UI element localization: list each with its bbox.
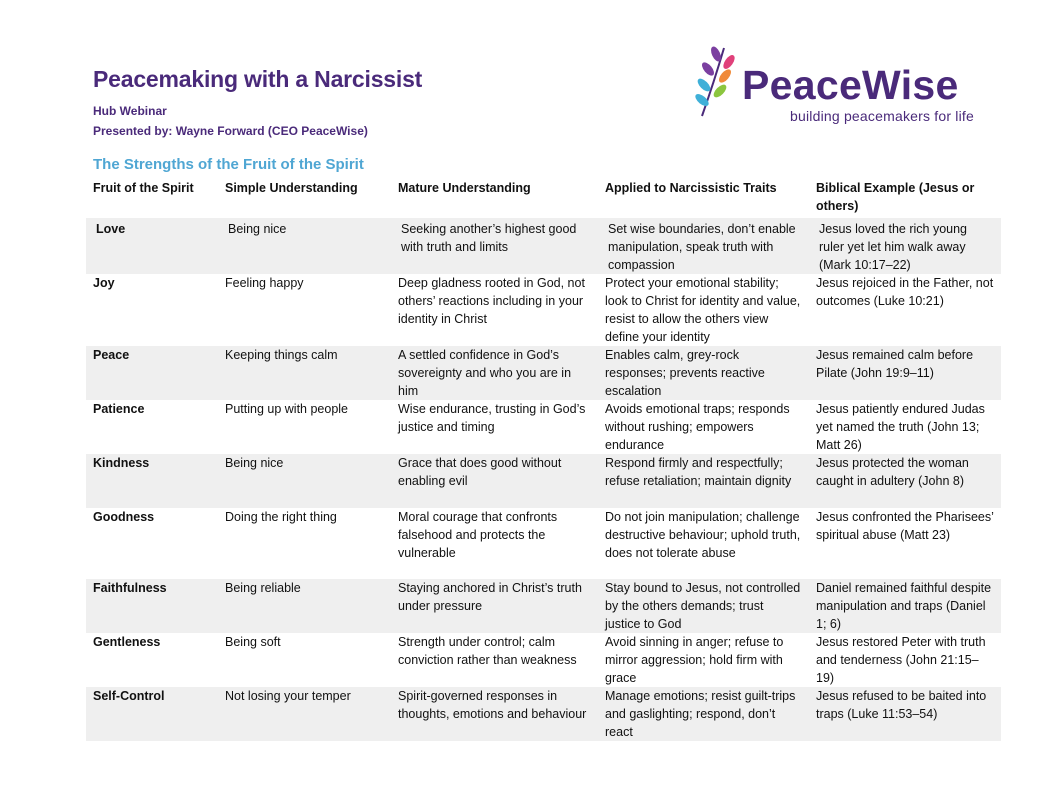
example-cell: Jesus loved the rich young ruler yet let him walk away (Mark 10:17–22) bbox=[809, 218, 1001, 274]
table-header-row bbox=[86, 179, 1001, 218]
table-row bbox=[86, 687, 1001, 741]
table-row bbox=[86, 346, 1001, 400]
example-cell: Jesus confronted the Pharisees’ spiritual abuse (Matt 23) bbox=[816, 510, 994, 542]
example-cell: Jesus restored Peter with truth and tenderness (John 21:15–19) bbox=[816, 635, 986, 685]
table-row bbox=[86, 508, 1001, 579]
simple-cell: Putting up with people bbox=[225, 402, 349, 416]
simple-cell: Keeping things calm bbox=[218, 346, 391, 400]
mature-cell: Deep gladness rooted in God, not others’ reactions including in your identity in Christ bbox=[398, 276, 585, 326]
column-header: Biblical Example (Jesus or others) bbox=[816, 181, 975, 213]
fruit-cell: Gentleness bbox=[93, 635, 161, 649]
fruit-cell: Love bbox=[86, 218, 218, 274]
example-cell: Jesus patiently endured Judas yet named the truth (John 13; Matt 26) bbox=[816, 402, 985, 452]
webinar-label: Hub Webinar bbox=[93, 104, 167, 118]
example-cell: Jesus refused to be baited into traps (Luke 11:53–54) bbox=[809, 687, 1001, 741]
fruit-cell: Peace bbox=[86, 346, 218, 400]
applied-cell: Enables calm, grey-rock responses; prevents reactive escalation bbox=[598, 346, 809, 400]
applied-cell: Manage emotions; resist guilt-trips and gaslighting; respond, don’t react bbox=[598, 687, 809, 741]
applied-cell: Protect your emotional stability; look to Christ for identity and value, resist to allow the others view define your identity bbox=[605, 276, 801, 344]
table-row bbox=[86, 274, 1001, 346]
peacewise-logo bbox=[694, 42, 994, 132]
mature-cell: Moral courage that confronts falsehood and protects the vulnerable bbox=[398, 510, 558, 560]
simple-cell: Feeling happy bbox=[225, 276, 304, 290]
example-cell: Jesus protected the woman caught in adultery (John 8) bbox=[809, 454, 1001, 508]
mature-cell: Strength under control; calm conviction rather than weakness bbox=[398, 635, 577, 667]
mature-cell: Wise endurance, trusting in God’s justice and timing bbox=[398, 402, 586, 434]
fruit-cell: Kindness bbox=[86, 454, 218, 508]
column-header: Simple Understanding bbox=[225, 181, 358, 195]
table-row bbox=[86, 218, 1001, 274]
mature-cell: Seeking another’s highest good with truth and limits bbox=[391, 218, 598, 274]
table-row bbox=[86, 633, 1001, 687]
applied-cell: Do not join manipulation; challenge destructive behaviour; uphold truth, does not tolerate abuse bbox=[605, 510, 801, 560]
fruit-cell: Faithfulness bbox=[86, 579, 218, 633]
column-header: Applied to Narcissistic Traits bbox=[605, 181, 777, 195]
mature-cell: Spirit-governed responses in thoughts, emotions and behaviour bbox=[391, 687, 598, 741]
applied-cell: Stay bound to Jesus, not controlled by the others demands; trust justice to God bbox=[598, 579, 809, 633]
simple-cell: Being nice bbox=[218, 218, 391, 274]
simple-cell: Being reliable bbox=[218, 579, 391, 633]
example-cell: Jesus remained calm before Pilate (John 19:9–11) bbox=[809, 346, 1001, 400]
table-row bbox=[86, 579, 1001, 633]
simple-cell: Not losing your temper bbox=[218, 687, 391, 741]
section-heading: The Strengths of the Fruit of the Spirit bbox=[93, 156, 364, 173]
fruit-cell: Patience bbox=[93, 402, 145, 416]
applied-cell: Avoids emotional traps; responds without rushing; empowers endurance bbox=[605, 402, 790, 452]
simple-cell: Being nice bbox=[218, 454, 391, 508]
mature-cell: Staying anchored in Christ’s truth under pressure bbox=[391, 579, 598, 633]
table-row bbox=[86, 454, 1001, 508]
logo-tagline: building peacemakers for life bbox=[790, 108, 975, 124]
fruit-cell: Goodness bbox=[93, 510, 155, 524]
mature-cell: Grace that does good without enabling evil bbox=[391, 454, 598, 508]
column-header: Mature Understanding bbox=[398, 181, 531, 195]
simple-cell: Doing the right thing bbox=[225, 510, 337, 524]
example-cell: Daniel remained faithful despite manipulation and traps (Daniel 1; 6) bbox=[809, 579, 1001, 633]
applied-cell: Set wise boundaries, don’t enable manipulation, speak truth with compassion bbox=[598, 218, 809, 274]
document-title: Peacemaking with a Narcissist bbox=[93, 66, 423, 92]
logo-wordmark: PeaceWise bbox=[742, 62, 959, 108]
fruit-cell: Self-Control bbox=[86, 687, 218, 741]
applied-cell: Respond firmly and respectfully; refuse retaliation; maintain dignity bbox=[598, 454, 809, 508]
olive-branch-icon bbox=[694, 42, 744, 122]
simple-cell: Being soft bbox=[225, 635, 281, 649]
fruit-of-spirit-table bbox=[86, 179, 1001, 741]
mature-cell: A settled confidence in God’s sovereignty and who you are in him bbox=[391, 346, 598, 400]
applied-cell: Avoid sinning in anger; refuse to mirror aggression; hold firm with grace bbox=[605, 635, 784, 685]
example-cell: Jesus rejoiced in the Father, not outcomes (Luke 10:21) bbox=[816, 276, 994, 308]
fruit-cell: Joy bbox=[93, 276, 115, 290]
column-header: Fruit of the Spirit bbox=[93, 181, 194, 195]
presenter-line: Presented by: Wayne Forward (CEO PeaceWise) bbox=[93, 124, 368, 138]
table-row bbox=[86, 400, 1001, 454]
